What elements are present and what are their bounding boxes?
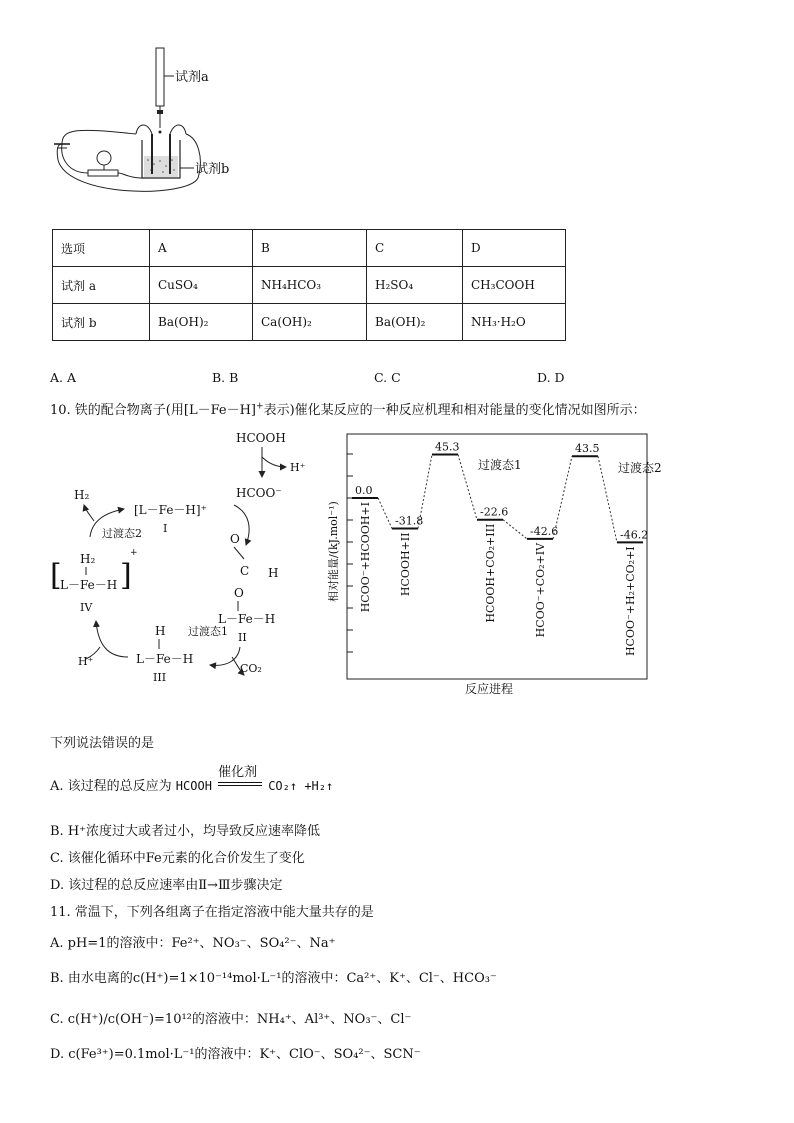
table-cell: C	[367, 230, 463, 267]
energy-value-label: 43.5	[575, 442, 600, 456]
hplus-in-label: H⁺	[78, 655, 94, 668]
table-cell: D	[463, 230, 566, 267]
charge-plus: +	[130, 548, 138, 558]
q10-stem	[50, 399, 646, 418]
options-table	[52, 229, 566, 341]
q10-a-right: CO₂↑ +H₂↑	[268, 779, 334, 793]
q11-option-b: B. 由水电离的c(H⁺)=1×10⁻¹⁴mol·L⁻¹的溶液中：Ca²⁺、K⁺、Cl⁻、HCO₃⁻	[50, 971, 497, 986]
species-label: HCOOH+CO₂+III	[484, 523, 497, 623]
species-i: [L－Fe－H]⁺	[134, 503, 207, 517]
co2-label: CO₂	[240, 662, 262, 675]
ts1-cycle-label: 过渡态1	[188, 625, 228, 638]
table-cell: NH₄HCO₃	[253, 267, 367, 304]
y-axis-ticks	[347, 454, 353, 652]
o-atom: O	[230, 532, 240, 546]
q10-bracket: [L－Fe－H]	[183, 403, 257, 418]
table-cell: Ba(OH)₂	[150, 304, 253, 341]
choice-c: C. C	[374, 370, 401, 385]
hcoo-label: HCOO⁻	[236, 486, 282, 500]
y-axis-label: 相对能量/(kJ.mol⁻¹)	[327, 501, 340, 602]
energy-profile	[325, 432, 662, 707]
energy-connector	[553, 456, 572, 539]
q11-option-d: D. c(Fe³⁺)=0.1mol·L⁻¹的溶液中：K⁺、ClO⁻、SO₄²⁻、SCN⁻	[50, 1047, 421, 1062]
q10-option-b: B. H⁺浓度过大或者过小，均导致反应速率降低	[50, 824, 321, 839]
species-label: HCOO⁻+CO₂+IV	[534, 542, 547, 638]
bracket-left: [	[50, 558, 62, 593]
h2-label: H₂	[74, 488, 90, 502]
table-cell: CH₃COOH	[463, 267, 566, 304]
energy-levels	[352, 441, 648, 657]
label-i: I	[163, 522, 168, 535]
label-iv: IV	[80, 601, 93, 614]
bond-line	[234, 547, 244, 559]
energy-value-label: 45.3	[435, 440, 460, 454]
species-ii-body: L－Fe－H	[218, 612, 276, 626]
energy-value-label: -46.2	[620, 528, 649, 542]
q10-stem-suffix: 表示)催化某反应的一种反应机理和相对能量的变化情况如图所示：	[263, 403, 646, 418]
hplus-out-label: H⁺	[290, 461, 306, 474]
catalyst-arrow	[218, 767, 262, 791]
table-cell: A	[150, 230, 253, 267]
q10-option-a	[50, 767, 333, 797]
o-atom: O	[234, 586, 244, 600]
energy-connector	[378, 498, 392, 529]
table-cell: NH₃·H₂O	[463, 304, 566, 341]
h-atom: H	[155, 624, 166, 638]
q10-a-prefix: A. 该过程的总反应为	[50, 779, 172, 794]
species-label: HCOO⁻+HCOOH+I	[359, 502, 372, 613]
table-cell: H₂SO₄	[367, 267, 463, 304]
q10-a-left: HCOOH	[175, 779, 212, 793]
energy-connector	[503, 520, 527, 539]
table-cell: Ca(OH)₂	[253, 304, 367, 341]
mechanism-diagram	[50, 425, 350, 685]
energy-value-label: -22.6	[480, 505, 509, 519]
species-label: HCOOH+II	[399, 532, 412, 597]
choice-b: B. B	[212, 370, 239, 385]
x-axis-label: 反应进程	[465, 682, 514, 696]
q11-option-c: C. c(H⁺)/c(OH⁻)=10¹²的溶液中：NH₄⁺、Al³⁺、NO₃⁻、Cl⁻	[50, 1012, 412, 1027]
table-cell: CuSO₄	[150, 267, 253, 304]
energy-value-label: -42.6	[530, 524, 559, 538]
q10-prompt: 下列说法错误的是	[50, 736, 155, 751]
table-cell: 选项	[53, 230, 150, 267]
energy-connector	[458, 455, 477, 520]
q10-stem-prefix: 10. 铁的配合物离子(用	[50, 403, 184, 418]
table-cell: Ba(OH)₂	[367, 304, 463, 341]
q10-option-d: D. 该过程的总反应速率由Ⅱ→Ⅲ步骤决定	[50, 878, 283, 893]
energy-value-label: 0.0	[355, 484, 373, 497]
ts2-label: 过渡态2	[618, 461, 662, 475]
species-iii-body: L－Fe－H	[136, 652, 194, 666]
bracket-right: ]	[120, 558, 132, 593]
table-cell: 试剂 a	[53, 267, 150, 304]
table-cell: B	[253, 230, 367, 267]
ts1-label: 过渡态1	[478, 458, 522, 472]
q10-sup: +	[256, 401, 264, 412]
choice-d: D. D	[537, 370, 565, 385]
apparatus-diagram	[48, 48, 288, 198]
q11-option-a: A. pH=1的溶液中：Fe²⁺、NO₃⁻、SO₄²⁻、Na⁺	[50, 936, 336, 951]
c-atom: C	[240, 564, 250, 578]
table-row	[53, 304, 566, 341]
table-row	[53, 267, 566, 304]
ts2-cycle-label: 过渡态2	[102, 527, 142, 540]
species-iv-body: L－Fe－H	[60, 578, 118, 592]
q11-stem: 11. 常温下，下列各组离子在指定溶液中能大量共存的是	[50, 905, 374, 920]
q10-option-c: C. 该催化循环中Fe元素的化合价发生了变化	[50, 851, 305, 866]
catalyst-label: 催化剂	[218, 765, 258, 780]
h2-ligand: H₂	[80, 552, 96, 566]
reagent-b-label: 试剂b	[195, 162, 230, 177]
label-ii: II	[238, 631, 247, 644]
hcooh-label: HCOOH	[236, 431, 286, 445]
label-iii: III	[153, 671, 167, 684]
energy-connector	[598, 456, 617, 542]
h-atom: H	[268, 566, 279, 580]
species-label: HCOO⁻+H₂+CO₂+I	[624, 546, 637, 657]
reagent-a-label: 试剂a	[175, 70, 209, 85]
double-line	[218, 782, 262, 786]
choice-a: A. A	[50, 370, 77, 385]
table-cell: 试剂 b	[53, 304, 150, 341]
table-row	[53, 230, 566, 267]
energy-value-label: -31.8	[395, 514, 424, 528]
